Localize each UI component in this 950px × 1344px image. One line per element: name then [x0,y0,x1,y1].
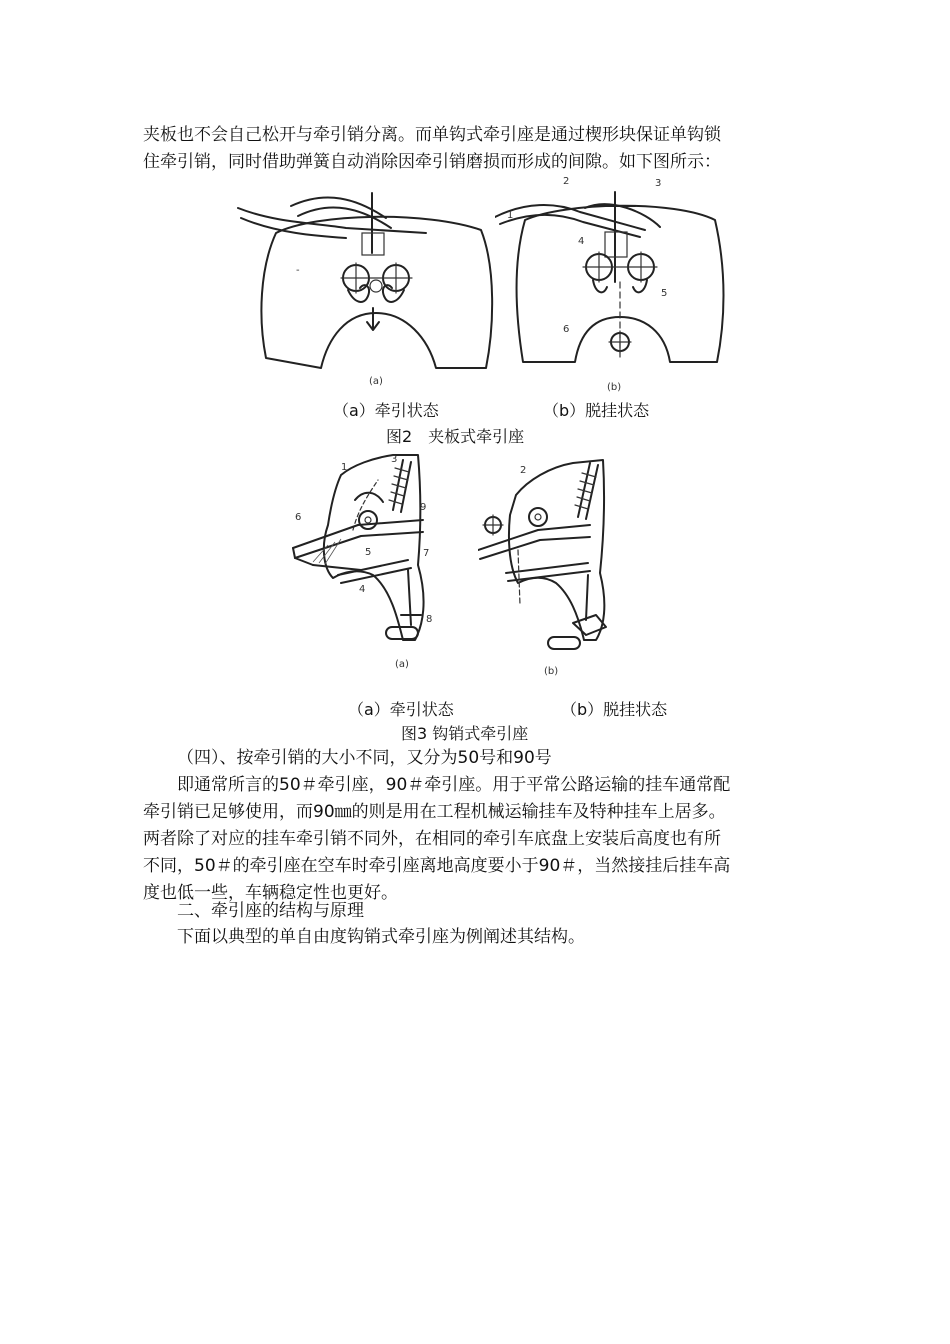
paragraph-line-4: 不同，50＃的牵引座在空车时牵引座离地高度要小于90＃，当然接挂后挂车高 [143,856,731,876]
figure2-label-4: 4 [578,236,585,247]
figure2-title: 图2 夹板式牵引座 [386,427,525,446]
figure3-label-3: 3 [391,454,398,465]
figure3-b-label-2: 2 [520,465,527,476]
figure2-label-3: 3 [655,178,662,189]
figure2-panel-a-drawing [236,178,506,393]
figure3-panel-a-mark: (a) [395,659,409,670]
figure2-label-5: 5 [661,288,668,299]
figure3-panel-b-mark: (b) [544,666,559,677]
svg-text:-: - [296,265,300,276]
figure2-panel-a-mark: (a) [369,376,383,387]
figure2-panel-b-drawing [495,172,735,394]
figure3-title: 图3 钩销式牵引座 [401,724,529,743]
intro-line-1: 夹板也不会自己松开与牵引销分离。而单钩式牵引座是通过楔形块保证单钩锁 [143,125,721,145]
figure3-label-7: 7 [423,548,430,559]
heading-section-4: （四）、按牵引销的大小不同，又分为50号和90号 [177,748,552,768]
figure2-caption-a: （a）牵引状态 [333,401,439,420]
figure3-caption-b: （b）脱挂状态 [561,700,668,719]
figure2-panel-b-mark: (b) [607,382,622,393]
figure3-caption-a: （a）牵引状态 [348,700,454,719]
heading-section-2: 二、牵引座的结构与原理 [177,901,364,921]
intro-line-2: 住牵引销，同时借助弹簧自动消除因牵引销磨损而形成的间隙。如下图所示： [143,152,721,172]
figure3-label-1: 1 [341,462,348,473]
closing-line: 下面以典型的单自由度钩销式牵引座为例阐述其结构。 [177,927,585,947]
paragraph-line-2: 牵引销已足够使用，而90㎜的则是用在工程机械运输挂车及特种挂车上居多。 [143,802,726,822]
figure3-panel-b-drawing [478,455,640,680]
figure2-label-6: 6 [563,324,570,335]
figure3-label-5: 5 [365,547,372,558]
figure2-caption-b: （b）脱挂状态 [543,401,650,420]
figure3-label-8: 8 [426,614,433,625]
paragraph-line-5: 度也低一些，车辆稳定性也更好。 [143,883,398,903]
figure3-panel-a-drawing [283,450,445,675]
figure3-label-6: 6 [295,512,302,523]
figure2-label-1: 1 [507,210,514,221]
figure3-label-9: 9 [420,502,427,513]
figure3-label-4: 4 [359,584,366,595]
paragraph-line-1: 即通常所言的50＃牵引座，90＃牵引座。用于平常公路运输的挂车通常配 [177,775,731,795]
figure2-label-2: 2 [563,176,570,187]
paragraph-line-3: 两者除了对应的挂车牵引销不同外，在相同的牵引车底盘上安装后高度也有所 [143,829,721,849]
